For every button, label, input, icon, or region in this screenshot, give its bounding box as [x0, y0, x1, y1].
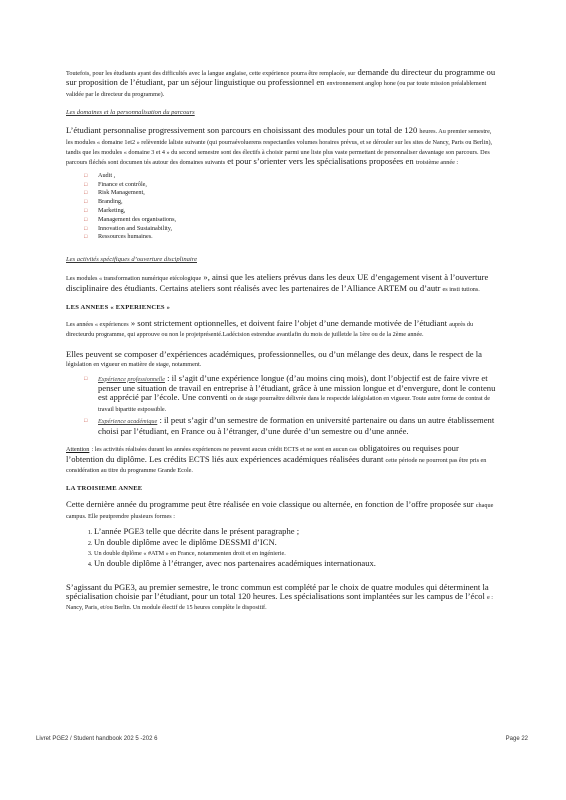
text-run: auprès du directeurdu programme, qui approuve ou non le projetprésenté.Ladécision estrendue avantlafin du mois de juilletde la 1ère ou de la 2ème année.	[66, 321, 474, 339]
list-item: □ Branding,	[84, 198, 498, 207]
intro-paragraph	[66, 68, 498, 99]
attention-label: Attention	[66, 446, 90, 454]
parcours-paragraph	[66, 126, 498, 168]
text-run: es insti tutions.	[442, 285, 480, 293]
list-item: 1. L’année PGE3 telle que décrite dans le présent paragraphe ;	[94, 527, 498, 537]
page-footer	[36, 736, 528, 742]
text-run: heures. Au premier semestre, les modules « domaine 1et2 » relèventde laliste suivante (qui pourraévoluerens respectantles volumes horaires prévus, et se dérouler sur les sites de Nancy, Paris ou Berlin), tandis que les modules « domaine 3 et 4 » du second semestre sont des électifs à choisir parmi une liste plus vaste permettant de personnaliser davantage son parcours. Des parcours fléchés sont documen tés autour des domaines suivants	[66, 128, 493, 167]
text-run: cette période ne pourront pas être pris en considération au titre du programme Grande Ecole.	[66, 456, 487, 474]
text-run: Cette dernière année du programme peut être réalisée en voie classique ou alternée, en fonction de l’offre proposée sur	[66, 499, 474, 510]
experiences-list	[84, 374, 498, 436]
list-item: □ Risk Management,	[84, 189, 498, 198]
footer-handbook-title: Livret PGE2 / Student handbook 202 5 -202 6	[36, 736, 158, 742]
list-item: 3. Un double diplôme « #ATM » en France, notammenten droit et en ingénierie.	[94, 549, 498, 558]
page-number: Page 22	[505, 736, 528, 742]
list-item: □ Finance et contrôle,	[84, 181, 498, 190]
text-run: environnement anglop hone (ou par toute mission préalablement validée par le directeur du programme).	[66, 80, 487, 98]
text-run: et pour s’orienter vers les spécialisations proposées en	[227, 156, 414, 167]
attention-paragraph	[66, 444, 498, 475]
text-run: Les modules « transformation numérique etécologique	[66, 275, 202, 283]
troisieme-paragraph	[66, 500, 498, 521]
annees-paragraph	[66, 319, 498, 340]
section-heading-domaines: Les domaines et la personnalisation du parcours	[66, 109, 195, 117]
section-heading-troisieme-annee: LA TROISIEME ANNEE	[66, 485, 143, 493]
text-run: Toutefois, pour les étudiants ayant des difficultés avec la langue anglaise, cette expérience pourra être remplacée, sur	[66, 70, 356, 77]
text-run: » sont strictement optionnelles, et doivent faire l’objet d’une demande motivée de l’étudiant	[130, 318, 448, 329]
composition-paragraph	[66, 350, 498, 370]
page-content	[66, 68, 498, 613]
experience-title: Expérience académique	[98, 418, 158, 426]
text-run: on de stage pourraêtre délivrée dans le respectde lalégislation en vigueur. Toute autre forme de contrat de travail bipartite estpossible.	[98, 395, 491, 413]
list-item: □ Marketing,	[84, 207, 498, 216]
list-item: 4. Un double diplôme à l’étranger, avec nos partenaires académiques internationaux.	[94, 559, 498, 569]
text-run: S’agissant du PGE3, au premier semestre, le tronc commun est complété par le choix de quatre modules qui déterminent la spécialisation choisie par l’étudiant, pour un total 120 heures. Les spécialisations sont implantées sur les campus de l’écol	[66, 581, 489, 601]
domaines-list	[84, 172, 498, 242]
section-heading-annees-experiences: LES ANNEES « EXPERIENCES »	[66, 304, 171, 312]
list-item: □ Management des organisations,	[84, 216, 498, 225]
text-run: troisième année :	[415, 159, 459, 167]
text-run: obligatoires ou requises pour l’obtention du diplôme. Les crédits ECTS liés aux expériences académiques réalisées durant	[66, 443, 459, 464]
section-heading-activites: Les activités spécifiques d’ouverture disciplinaire	[66, 256, 197, 264]
list-item: □ Audit ,	[84, 172, 498, 181]
text-run: demande du directeur du programme ou sur proposition de l’étudiant, par un séjour linguistique ou professionnel en	[66, 67, 496, 88]
text-run: : il peut s’agir d’un semestre de formation en université partenaire ou dans un autre établissement choisi par l’étudiant, en France ou à l’étranger, d’une durée d’un semestre ou d’une année.	[98, 415, 495, 436]
text-run: L’étudiant personnalise progressivement son parcours en choisissant des modules pour un total de 120	[66, 125, 418, 136]
text-run: : il s’agit d’une expérience longue (d’au moins cinq mois), dont l’objectif est de faire vivre et penser une situation de travail en entreprise à l’étudiant, grâce à une mission longue et d’envergure, dont le contenu est apprécié par l’école. Une conventi	[98, 372, 496, 403]
formes-list	[66, 527, 498, 568]
text-run: Elles peuvent se composer d’expériences académiques, professionnelles, ou d’un mélange des deux, dans le respect de la	[66, 348, 482, 359]
pge3-paragraph	[66, 583, 498, 613]
text-run: Les années « expériences	[66, 321, 129, 329]
text-run: législation en vigueur en matière de stage, notamment.	[66, 361, 202, 369]
text-run: chaque campus. Elle peutprendre plusieurs formes :	[66, 502, 494, 520]
experience-title: Expérience professionnelle	[98, 375, 165, 383]
text-run: : les activités réalisées durant les années expériences ne peuvent aucun crédit ECTS et ne sont en aucun cas	[91, 446, 358, 454]
list-item	[84, 374, 498, 415]
text-run: e : Nancy, Paris, et/ou Berlin. Un module électif de 15 heures complète le dispositif.	[66, 593, 494, 612]
activites-paragraph	[66, 273, 498, 294]
list-item: □ Innovation and Sustainability,	[84, 225, 498, 234]
list-item: □ Ressources humaines.	[84, 233, 498, 242]
list-item	[84, 416, 498, 436]
text-run: », ainsi que les ateliers prévus dans les deux UE d’engagement visent à l’ouverture disciplinaire des étudiants. Certains ateliers sont réalisés avec les partenaires de l’Alliance ARTEM ou d’autr	[66, 272, 489, 293]
list-item: 2. Un double diplôme avec le diplôme DESSMI d’ICN.	[94, 538, 498, 548]
